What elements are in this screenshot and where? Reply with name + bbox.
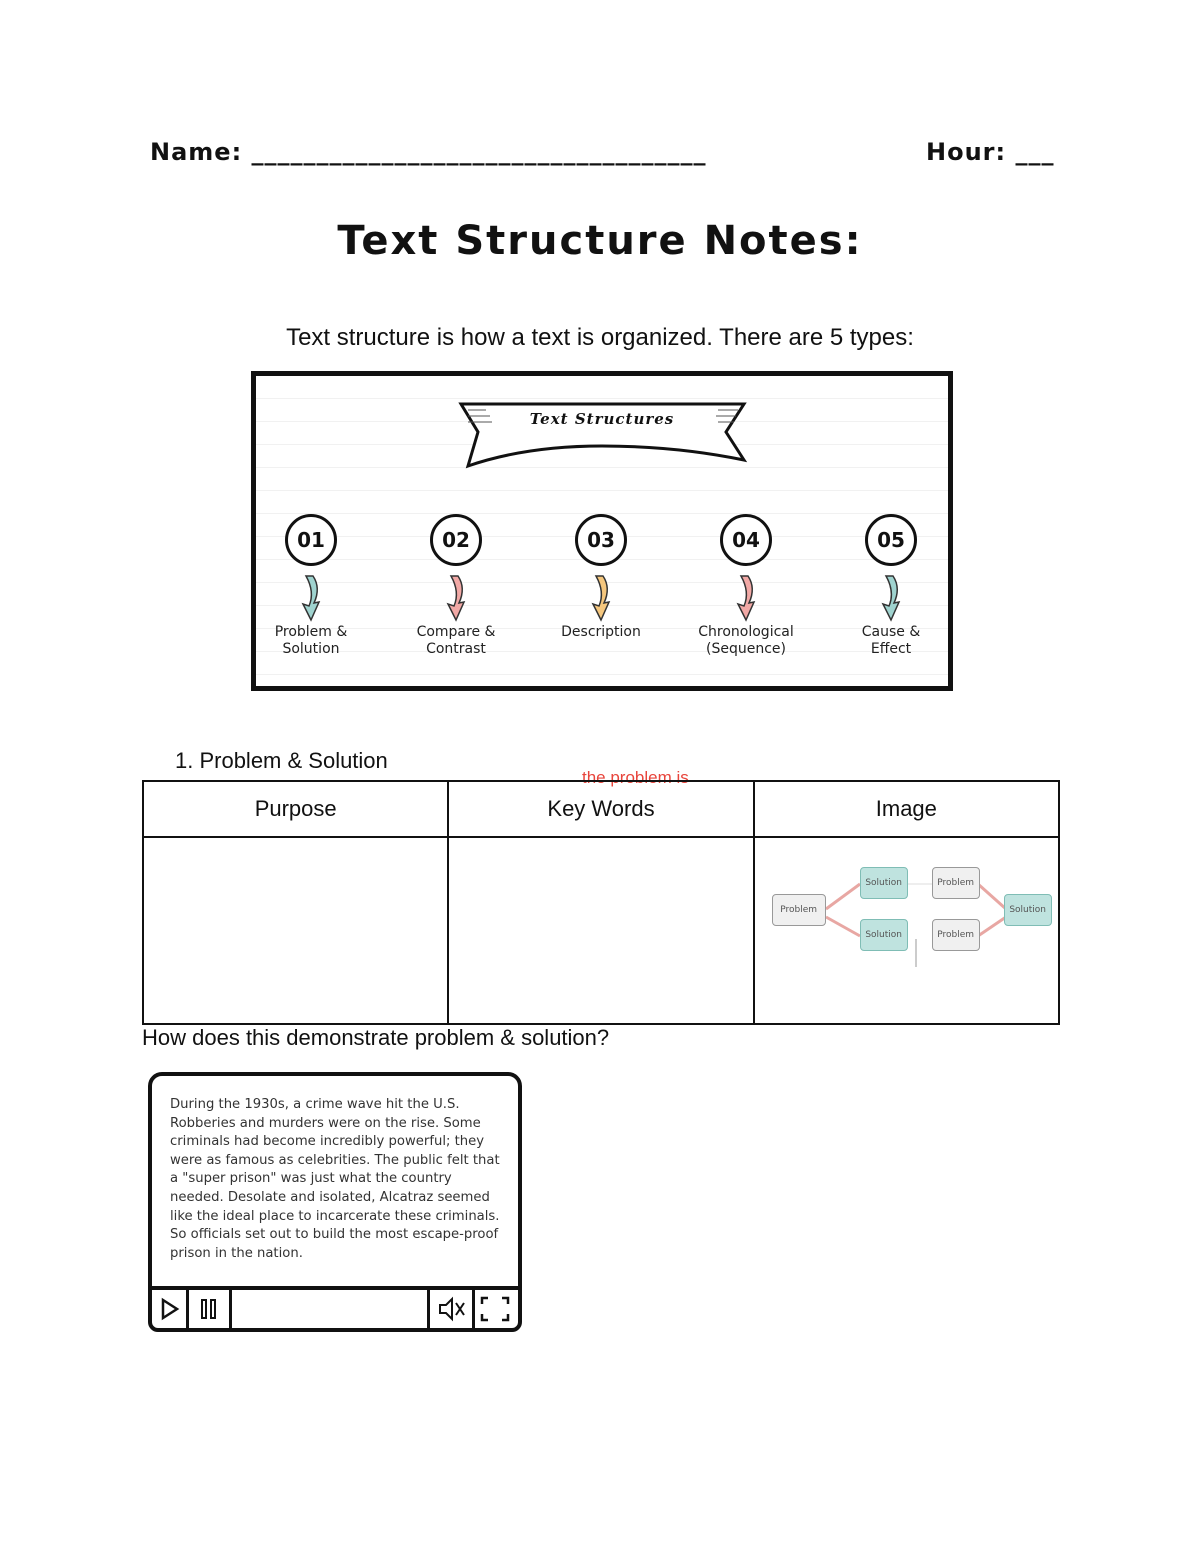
step-label: Cause & Effect <box>861 624 921 657</box>
handwritten-annotation: the problem is <box>582 768 689 787</box>
step-number-circle: 04 <box>720 514 772 566</box>
structure-step <box>396 514 516 658</box>
diagram-solution-node: Solution <box>860 867 908 899</box>
header-purpose: Purpose <box>143 781 448 837</box>
image-cell <box>754 837 1059 1024</box>
step-number-circle: 01 <box>285 514 337 566</box>
mute-icon[interactable] <box>427 1290 475 1328</box>
key-words-cell[interactable] <box>448 837 753 1024</box>
banner-title: Text Structures <box>529 410 675 428</box>
problem-solution-table <box>142 780 1060 1025</box>
diagram-problem-node: Problem <box>772 894 826 926</box>
intro-text: Text structure is how a text is organized. There are 5 types: <box>286 324 914 351</box>
pause-icon[interactable] <box>189 1290 232 1328</box>
step-label: Compare & Contrast <box>416 624 496 657</box>
diagram-problem-node: Problem <box>932 919 980 951</box>
purpose-cell[interactable] <box>143 837 448 1024</box>
hour-field-label: Hour: ___ <box>926 138 1055 166</box>
fullscreen-icon[interactable] <box>472 1290 518 1328</box>
structure-step <box>251 514 371 658</box>
problem-solution-diagram <box>756 839 1056 1022</box>
step-label: Chronological (Sequence) <box>698 624 794 657</box>
play-icon[interactable] <box>152 1290 189 1328</box>
structure-step <box>541 514 661 641</box>
player-controls <box>152 1286 518 1328</box>
diagram-problem-node: Problem <box>932 867 980 899</box>
passage-text: During the 1930s, a crime wave hit the U.S. Robberies and murders were on the rise. Some criminals had become incredibly powerful; they were as famous as celebrities. The public felt that a "super prison" was just what the country needed. Desolate and isolated, Alcatraz seemed like the ideal place to incarcerate these criminals. So officials set out to build the most escape-proof prison in the nation. <box>170 1097 500 1261</box>
page-title: Text Structure Notes: <box>337 218 863 264</box>
passage-player <box>148 1072 522 1332</box>
down-arrow-icon <box>541 572 661 624</box>
step-label: Description <box>561 624 641 640</box>
down-arrow-icon <box>686 572 806 624</box>
header-image: Image <box>754 781 1059 837</box>
down-arrow-icon <box>831 572 951 624</box>
down-arrow-icon <box>396 572 516 624</box>
step-number-circle: 03 <box>575 514 627 566</box>
text-structures-graphic <box>251 371 953 691</box>
diagram-solution-node: Solution <box>1004 894 1052 926</box>
header-key-words: Key Words <box>448 781 753 837</box>
down-arrow-icon <box>251 572 371 624</box>
diagram-solution-node: Solution <box>860 919 908 951</box>
step-number-circle: 02 <box>430 514 482 566</box>
step-number-circle: 05 <box>865 514 917 566</box>
step-label: Problem & Solution <box>274 624 348 657</box>
structure-step <box>686 514 806 658</box>
question-text: How does this demonstrate problem & solution? <box>142 1025 610 1050</box>
name-field-label: Name: ___________________________________ <box>150 138 707 166</box>
section-1-label: 1. Problem & Solution <box>175 748 388 773</box>
structure-step <box>831 514 951 658</box>
